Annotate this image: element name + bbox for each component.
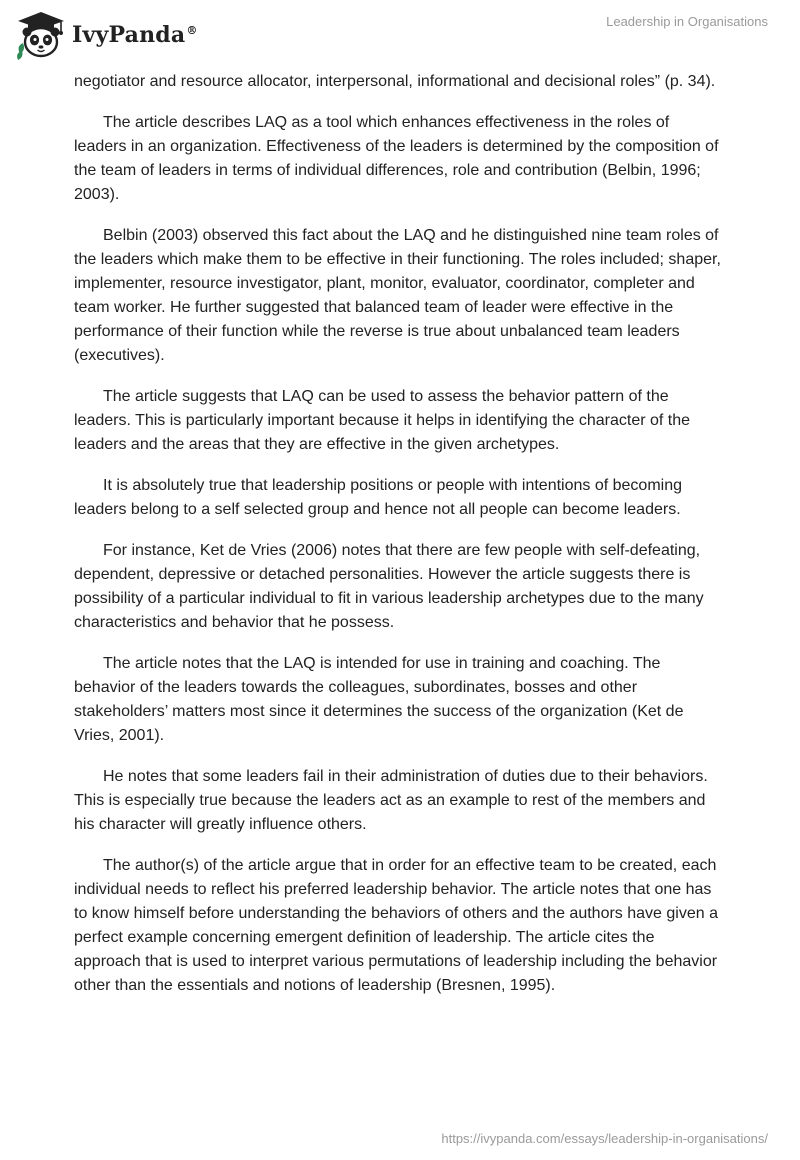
paragraph-6: For instance, Ket de Vries (2006) notes that there are few people with self-defeating, dependent, depressive or detached personalities. However the article suggests there is possibility of a particular individual to fit in various leadership archetypes due to the many characteristics and behavior that he possess. [74,542,704,631]
ivypanda-logo[interactable] [14,8,198,62]
brand-name-text: IvyPanda [72,22,186,48]
paragraph-8: He notes that some leaders fail in their administration of duties due to their behaviors. This is especially true because the leaders act as an example to rest of the members and his character will greatly influence others. [74,768,708,833]
paragraph-1: negotiator and resource allocator, interpersonal, informational and decisional roles” (p. 34). [74,73,716,90]
panda-graduation-cap-icon [14,8,68,62]
document-title: Leadership in Organisations [606,14,768,29]
paragraph-9: The author(s) of the article argue that in order for an effective team to be created, each individual needs to reflect his preferred leadership behavior. The article notes that one has to know himself before understanding the behaviors of others and the authors have given a perfect example concerning emergent definition of leadership. The article cites the approach that is used to interpret various permutations of leadership including the behavior other than the essentials and notions of leadership (Bresnen, 1995). [74,857,718,994]
paragraph-5: It is absolutely true that leadership positions or people with intentions of becoming leaders belong to a self selected group and hence not all people can become leaders. [74,477,683,518]
brand-name [72,22,198,48]
paragraph-2: The article describes LAQ as a tool which enhances effectiveness in the roles of leaders in an organization. Effectiveness of the leaders is determined by the composition of the team of leaders in terms of individual differences, role and contribution (Belbin, 1996; 2003). [74,114,719,203]
registered-mark: ® [186,23,198,37]
paragraph-4: The article suggests that LAQ can be used to assess the behavior pattern of the leaders. This is particularly important because it helps in identifying the character of the leaders and the areas that they are effective in the given archetypes. [74,388,691,453]
essay-body [74,70,724,1015]
page-header [0,0,800,70]
source-url-link[interactable]: https://ivypanda.com/essays/leadership-in-organisations/ [441,1131,768,1146]
paragraph-3: Belbin (2003) observed this fact about the LAQ and he distinguished nine team roles of the leaders which make them to be effective in their functioning. The roles included; shaper, implementer, resource investigator, plant, monitor, evaluator, coordinator, completer and team worker. He further suggested that balanced team of leader were effective in the performance of their function while the reverse is true about unbalanced team leaders (executives). [74,227,721,364]
paragraph-7: The article notes that the LAQ is intended for use in training and coaching. The behavior of the leaders towards the colleagues, subordinates, bosses and other stakeholders’ matters most since it determines the success of the organization (Ket de Vries, 2001). [74,655,684,744]
